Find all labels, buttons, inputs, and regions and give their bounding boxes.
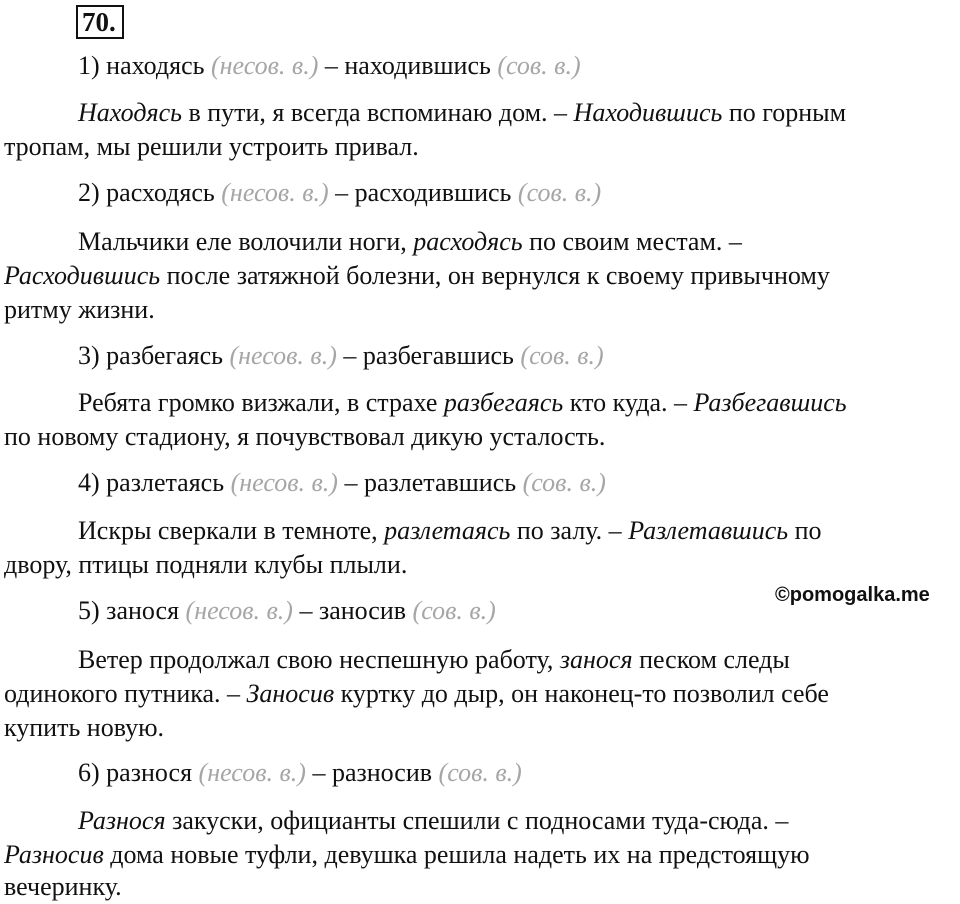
example-text: куртку до дыр, он наконец-то позволил себе xyxy=(334,679,829,708)
example-text: по xyxy=(788,516,822,545)
example-text: Ребята громко визжали, в страхе xyxy=(78,388,444,417)
item-number: 1) xyxy=(78,51,100,80)
item-number: 4) xyxy=(78,468,100,497)
dash: – xyxy=(312,758,326,787)
item-5-example-line-1 xyxy=(78,644,790,676)
example-participle: Разносив xyxy=(4,840,104,869)
example-text: по залу. – xyxy=(510,516,629,545)
item-6-example-line-3 xyxy=(4,871,122,903)
item-2-header xyxy=(78,177,601,209)
item-2-example-line-2 xyxy=(4,260,830,292)
item-3-example-line-1 xyxy=(78,387,847,419)
perfective-label: (сов. в.) xyxy=(522,468,606,497)
perfective-form: разлетавшись xyxy=(363,468,517,497)
example-text: песком следы xyxy=(632,645,790,674)
imperfective-label: (несов. в.) xyxy=(230,468,338,497)
item-3-example-line-2 xyxy=(4,421,605,453)
example-text: тропам, мы решили устроить привал. xyxy=(4,132,419,161)
example-text: Искры сверкали в темноте, xyxy=(78,516,385,545)
item-5-header xyxy=(78,595,496,627)
example-participle: расходясь xyxy=(413,227,523,256)
perfective-label: (сов. в.) xyxy=(520,341,604,370)
example-participle: Заносив xyxy=(246,679,335,708)
example-text: Ветер продолжал свою неспешную работу, xyxy=(78,645,560,674)
example-text: закуски, официанты спешили с подносами туда-сюда. – xyxy=(165,806,789,835)
imperfective-label: (несов. в.) xyxy=(221,178,329,207)
item-5-example-line-2 xyxy=(4,678,829,710)
item-1-example-line-1 xyxy=(78,97,846,129)
imperfective-form: занося xyxy=(106,596,180,625)
example-participle: Разлетавшись xyxy=(628,516,789,545)
item-5-example-line-3 xyxy=(4,712,164,744)
example-text: дома новые туфли, девушка решила надеть их на предстоящую xyxy=(103,840,810,869)
imperfective-label: (несов. в.) xyxy=(198,758,306,787)
watermark: ©pomogalka.me xyxy=(775,584,930,606)
perfective-form: расходившись xyxy=(354,178,512,207)
dash: – xyxy=(344,468,358,497)
dash: – xyxy=(299,596,313,625)
dash: – xyxy=(343,341,357,370)
example-text: кто куда. – xyxy=(563,388,694,417)
example-text: ритму жизни. xyxy=(4,295,155,324)
dash: – xyxy=(335,178,349,207)
dash: – xyxy=(324,51,338,80)
imperfective-form: расходясь xyxy=(106,178,215,207)
example-participle: Расходившись xyxy=(4,261,161,290)
example-text: вечеринку. xyxy=(4,872,122,901)
imperfective-form: разнося xyxy=(106,758,193,787)
example-participle: Разнося xyxy=(78,806,166,835)
item-number: 5) xyxy=(78,596,100,625)
perfective-label: (сов. в.) xyxy=(412,596,496,625)
imperfective-label: (несов. в.) xyxy=(185,596,293,625)
item-6-example-line-1 xyxy=(78,805,788,837)
item-4-example-line-1 xyxy=(78,515,822,547)
example-text: купить новую. xyxy=(4,713,165,742)
example-text: по горным xyxy=(722,98,847,127)
example-participle: Разбегавшись xyxy=(693,388,847,417)
item-2-example-line-1 xyxy=(78,226,742,258)
example-text: двору, птицы подняли клубы плыли. xyxy=(4,550,408,579)
item-number: 3) xyxy=(78,341,100,370)
example-participle: занося xyxy=(559,645,633,674)
item-1-header xyxy=(78,50,581,82)
item-number: 6) xyxy=(78,758,100,787)
imperfective-label: (несов. в.) xyxy=(210,51,319,80)
example-text: Мальчики еле волочили ноги, xyxy=(78,227,414,256)
perfective-form: разбегавшись xyxy=(362,341,514,370)
example-participle: Находившись xyxy=(573,98,723,127)
example-text: в пути, я всегда вспоминаю дом. – xyxy=(181,98,574,127)
item-1-example-line-2 xyxy=(4,131,419,163)
imperfective-form: находясь xyxy=(106,51,205,80)
item-4-header xyxy=(78,467,606,499)
exercise-number: 70. xyxy=(76,5,124,39)
example-text: одинокого путника. – xyxy=(4,679,247,708)
example-participle: Находясь xyxy=(78,98,182,127)
example-participle: разбегаясь xyxy=(443,388,564,417)
perfective-form: заносив xyxy=(318,596,407,625)
item-6-example-line-2 xyxy=(4,839,810,871)
imperfective-form: разбегаясь xyxy=(106,341,223,370)
example-text: по своим местам. – xyxy=(522,227,742,256)
item-4-example-line-2 xyxy=(4,549,407,581)
imperfective-form: разлетаясь xyxy=(106,468,225,497)
perfective-label: (сов. в.) xyxy=(438,758,522,787)
perfective-label: (сов. в.) xyxy=(517,178,602,207)
example-text: после затяжной болезни, он вернулся к своему привычному xyxy=(160,261,830,290)
item-number: 2) xyxy=(78,178,100,207)
perfective-form: разносив xyxy=(331,758,433,787)
imperfective-label: (несов. в.) xyxy=(229,341,337,370)
item-6-header xyxy=(78,757,522,789)
example-text: по новому стадиону, я почувствовал дикую усталость. xyxy=(4,422,606,451)
item-2-example-line-3 xyxy=(4,294,155,326)
perfective-form: находившись xyxy=(344,51,491,80)
item-3-header xyxy=(78,340,604,372)
perfective-label: (сов. в.) xyxy=(497,51,581,80)
example-participle: разлетаясь xyxy=(384,516,511,545)
